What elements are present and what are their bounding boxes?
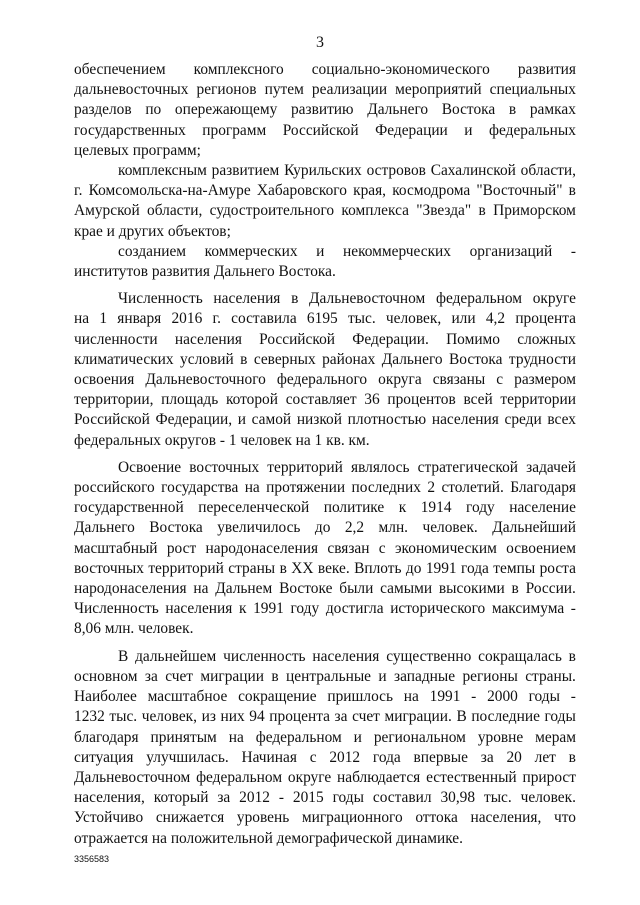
text-line: Дальнего Востока увеличилось до 2,2 млн. человек. Дальнейший [74, 519, 576, 537]
text-line: народонаселения на Дальнем Востоке были самыми высокими в России. [74, 580, 576, 598]
text-line: на 1 января 2016 г. составила 6195 тыс. человек, или 4,2 процента [74, 310, 576, 328]
text-line: численности населения Российской Федерации. Помимо сложных [74, 330, 576, 348]
paragraph-6 [74, 647, 576, 849]
text-line: дальневосточных регионов путем реализации мероприятий специальных [74, 81, 576, 99]
paragraph-2 [74, 161, 576, 242]
text-line: Численность населения в Дальневосточном федеральном округе [118, 290, 576, 308]
text-line: отражается на положительной демографической динамике. [74, 829, 463, 847]
paragraph-1 [74, 60, 576, 161]
text-line: г. Комсомольска-на-Амуре Хабаровского края, космодрома "Восточный" в [74, 182, 576, 200]
text-line: 1232 тыс. человек, из них 94 процента за счет миграции. В последние годы [74, 708, 576, 726]
paragraph-3 [74, 242, 576, 282]
text-line: масштабный рост народонаселения связан с экономическим освоением [74, 539, 576, 557]
paragraph-5 [74, 458, 576, 640]
text-line: российского государства на протяжении последних 2 столетий. Благодаря [74, 479, 576, 497]
text-line: комплексным развитием Курильских островов Сахалинской области, [118, 162, 576, 180]
text-line: ситуация улучшилась. Начиная с 2012 года впервые за 20 лет в [74, 748, 576, 766]
text-line: государственной переселенческой политике к 1914 году население [74, 499, 576, 517]
text-line: государственных программ Российской Федерации и федеральных [74, 121, 576, 139]
page-number: 3 [316, 34, 324, 51]
text-line: Амурской области, судостроительного комплекса "Звезда" в Приморском [74, 202, 576, 220]
text-line: Устойчиво снижается уровень миграционного оттока населения, что [74, 809, 576, 827]
text-line: разделов по опережающему развитию Дальнего Востока в рамках [74, 101, 576, 119]
text-line: институтов развития Дальнего Востока. [74, 263, 336, 281]
text-line: крае и других объектов; [74, 222, 231, 240]
text-line: населения, который за 2012 - 2015 годы составил 30,98 тыс. человек. [74, 789, 576, 807]
text-line: благодаря принятым на федеральном и региональном уровне мерам [74, 728, 576, 746]
text-line: Наиболее масштабное сокращение пришлось на 1991 - 2000 годы - [74, 688, 576, 706]
text-line: целевых программ; [74, 141, 201, 159]
document-code: 3356583 [74, 854, 110, 864]
text-line: Численность населения к 1991 году достигла исторического максимума - [74, 600, 576, 618]
text-line: Дальневосточном федеральном округе наблюдается естественный прирост [74, 768, 576, 786]
text-line: основном за счет миграции в центральные и западные регионы страны. [74, 667, 576, 685]
document-body [74, 60, 576, 849]
text-line: климатических условий в северных районах Дальнего Востока трудности [74, 350, 576, 368]
text-line: 8,06 млн. человек. [74, 620, 194, 638]
text-line: обеспечением комплексного социально-экономического развития [74, 61, 576, 78]
text-line: территории, площадь которой составляет 36 процентов всей территории [74, 391, 576, 409]
text-line: федеральных округов - 1 человек на 1 кв. км. [74, 431, 370, 449]
text-line: освоения Дальневосточного федерального округа связаны с размером [74, 371, 576, 389]
text-line: восточных территорий страны в XX веке. Вплоть до 1991 года темпы роста [74, 559, 576, 577]
text-line: Российской Федерации, и самой низкой плотностью населения среди всех [74, 411, 576, 429]
text-line: созданием коммерческих и некоммерческих организаций - [118, 242, 576, 260]
paragraph-4 [74, 289, 576, 451]
text-line: Освоение восточных территорий являлось стратегической задачей [118, 458, 576, 476]
text-line: В дальнейшем численность населения существенно сокращалась в [118, 647, 576, 665]
